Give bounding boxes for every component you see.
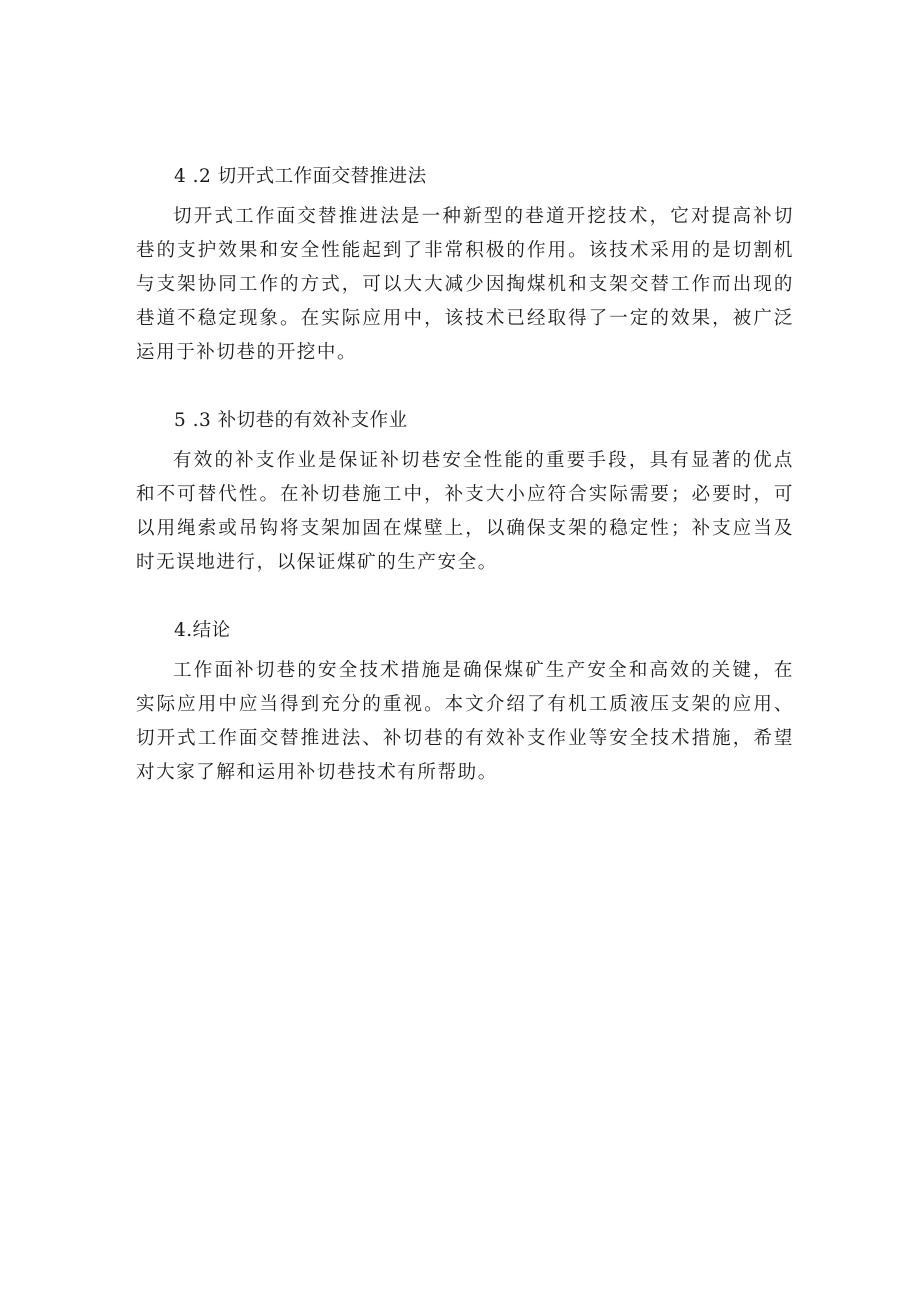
section-paragraph-conclusion: 工作面补切巷的安全技术措施是确保煤矿生产安全和高效的关键，在实际应用中应当得到充分的重视。本文介绍了有机工质液压支架的应用、切开式工作面交替推进法、补切巷的有效补支作业等安全技术措施，希望对大家了解和运用补切巷技术有所帮助。 [136,660,794,783]
section-heading-5-3: 5 .3 补切巷的有效补支作业 [174,410,408,431]
document-body [136,160,794,790]
section-paragraph-4-2: 切开式工作面交替推进法是一种新型的巷道开挖技术，它对提高补切巷的支护效果和安全性能起到了非常积极的作用。该技术采用的是切割机与支架协同工作的方式，可以大大减少因掏煤机和支架交替工作而出现的巷道不稳定现象。在实际应用中，该技术已经取得了一定的效果，被广泛运用于补切巷的开挖中。 [136,206,794,363]
section-paragraph-5-3: 有效的补支作业是保证补切巷安全性能的重要手段，具有显著的优点和不可替代性。在补切巷施工中，补支大小应符合实际需要；必要时，可以用绳索或吊钩将支架加固在煤壁上，以确保支架的稳定性；补支应当及时无误地进行，以保证煤矿的生产安全。 [136,450,794,573]
section-heading-conclusion: 4.结论 [174,620,231,641]
section-heading-4-2: 4 .2 切开式工作面交替推进法 [174,166,427,187]
